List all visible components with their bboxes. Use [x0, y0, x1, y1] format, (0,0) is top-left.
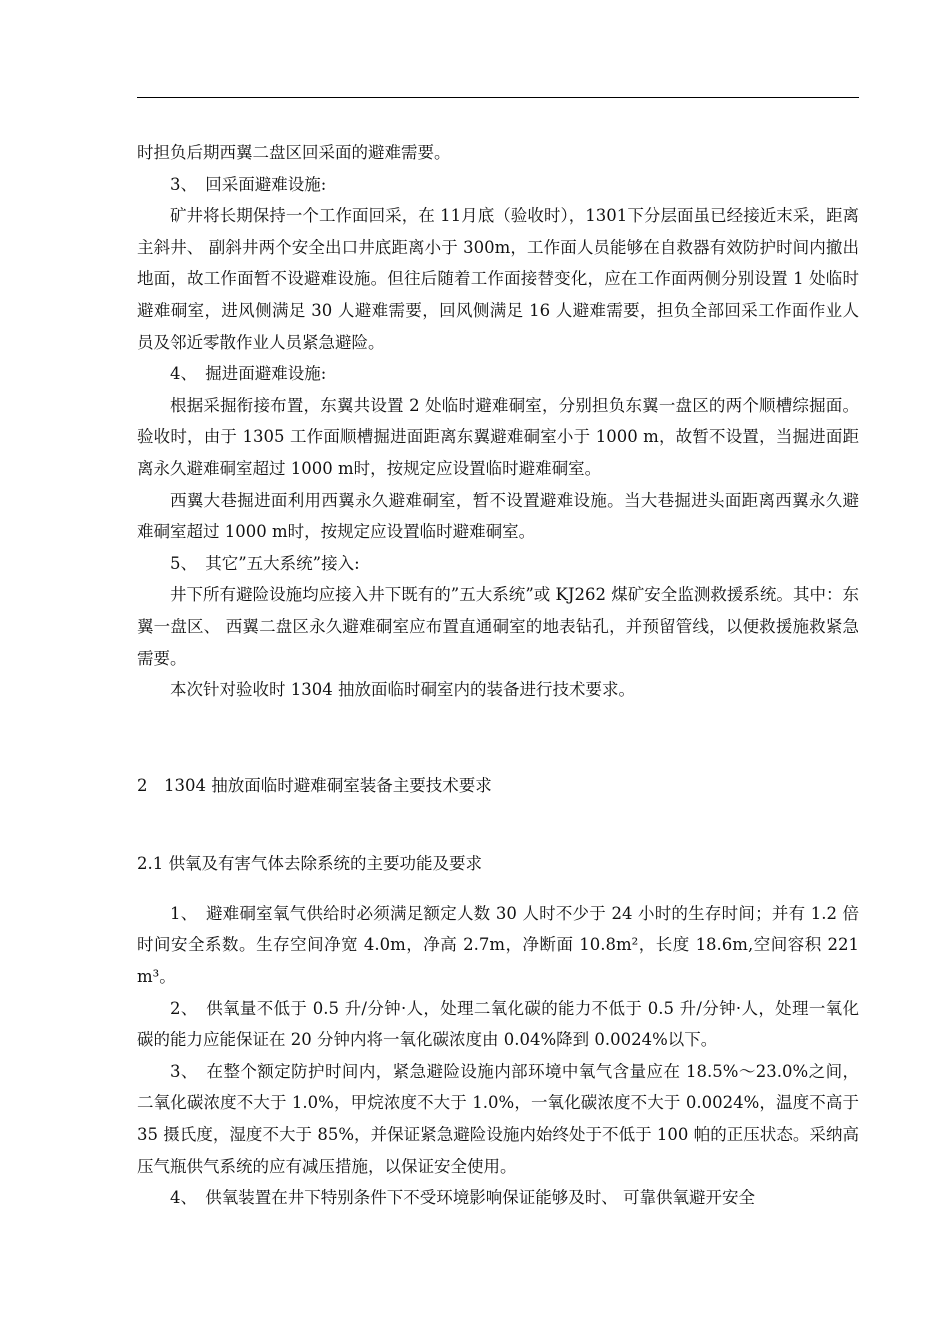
spacer: [137, 880, 859, 898]
body-paragraph-4: 西翼大巷掘进面利用西翼永久避难硐室，暂不设置避难设施。当大巷掘进头面距离西翼永久避难硐室超过 1000 m时，按规定应设置临时避难硐室。: [137, 490, 859, 542]
spacer: [137, 801, 859, 848]
requirement-item-3: 3、 在整个额定防护时间内，紧急避险设施内部环境中氧气含量应在 18.5%～23.0%之间，二氧化碳浓度不大于 1.0%，甲烷浓度不大于 1.0%，一氧化碳浓度不大于 0.0024%，温度不高于 35 摄氏度，湿度不大于 85%，并保证紧急避险设施内始终处于不低于 100 帕的正压状态。采纳高压气瓶供气系统的应有减压措施，以保证安全使用。: [137, 1061, 859, 1176]
requirement-item-1: 1、 避难硐室氧气供给时必须满足额定人数 30 人时不少于 24 小时的生存时间；并有 1.2 倍时间安全系数。生存空间净宽 4.0m，净高 2.7m，净断面 10.8m²，长度 18.6m,空间容积 221 m³。: [137, 903, 859, 987]
item-4-heading: 4、 掘进面避难设施:: [170, 364, 327, 384]
header-rule: [137, 97, 859, 98]
body-paragraph-5: 井下所有避险设施均应接入井下既有的”五大系统”或 KJ262 煤矿安全监测救援系统。其中：东翼一盘区、 西翼二盘区永久避难硐室应布置直通硐室的地表钻孔，并预留管线，以便救援施救紧急需要。: [137, 585, 859, 668]
body-paragraph-1: 时担负后期西翼二盘区回采面的避难需要。: [137, 143, 451, 162]
requirement-item-4: 4、 供氧装置在井下特别条件下不受环境影响保证能够及时、 可靠供氧避开安全: [170, 1188, 755, 1208]
item-5-heading: 5、 其它”五大系统”接入:: [170, 553, 360, 573]
body-paragraph-3: 根据采掘衔接布置，东翼共设置 2 处临时避难硐室，分别担负东翼一盘区的两个顺槽综掘面。验收时，由于 1305 工作面顺槽掘进面距离东翼避难硐室小于 1000 m，故暂不设置，当掘进面距离永久避难硐室超过 1000 m时，按规定应设置临时避难硐室。: [137, 395, 859, 478]
document-body: [137, 137, 859, 1214]
requirement-item-2: 2、 供氧量不低于 0.5 升/分钟·人，处理二氧化碳的能力不低于 0.5 升/分钟·人，处理一氧化碳的能力应能保证在 20 分钟内将一氧化碳浓度由 0.04%降到 0.0024%以下。: [137, 998, 859, 1050]
body-paragraph-2: 矿井将长期保持一个工作面回采，在 11月底（验收时），1301下分层面虽已经接近末采，距离主斜井、 副斜井两个安全出口井底距离小于 300m，工作面人员能够在自救器有效防护时间内撤出地面，故工作面暂不设避难设施。但往后随着工作面接替变化，应在工作面两侧分别设置 1 处临时避难硐室，进风侧满足 30 人避难需要，回风侧满足 16 人避难需要，担负全部回采工作面作业人员及邻近零散作业人员紧急避险。: [137, 206, 859, 352]
spacer: [137, 706, 859, 770]
section-heading: 2 1304 抽放面临时避难硐室装备主要技术要求: [137, 775, 492, 795]
subsection-heading: 2.1 供氧及有害气体去除系统的主要功能及要求: [137, 854, 482, 874]
item-3-heading: 3、 回采面避难设施:: [170, 174, 327, 194]
body-paragraph-6: 本次针对验收时 1304 抽放面临时硐室内的装备进行技术要求。: [170, 680, 635, 700]
